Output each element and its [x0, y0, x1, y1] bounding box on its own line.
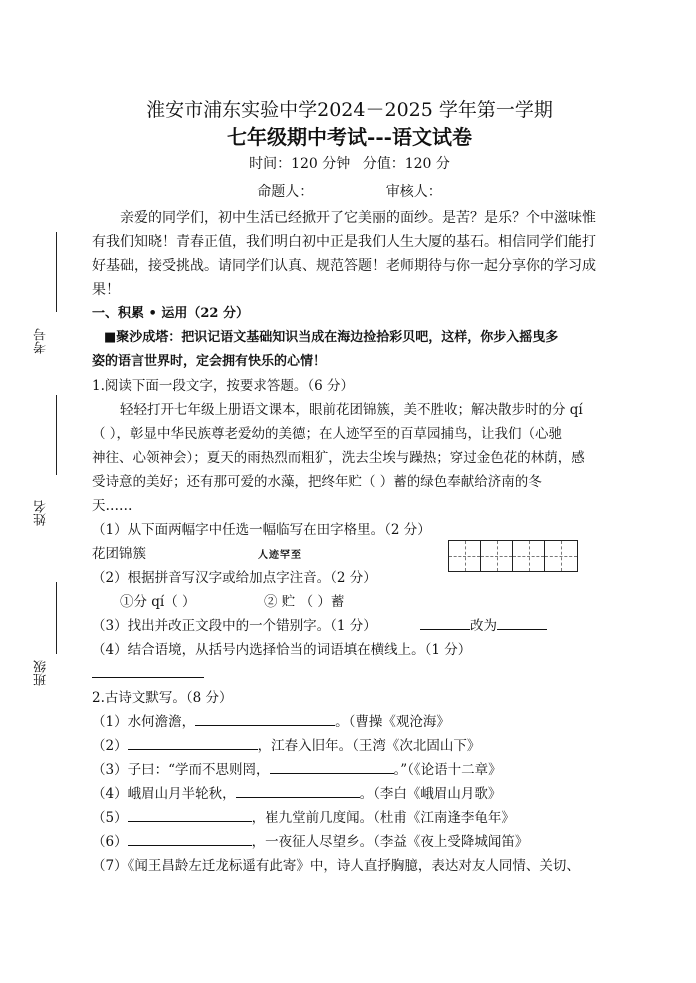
q1-sub1: （1）从下面两幅字中任选一幅临写在田字格里。（2 分） [92, 522, 431, 538]
section1-lead-2: 姿的语言世界时，定会拥有快乐的心情！ [92, 354, 327, 369]
class-label: 班级 [34, 660, 49, 686]
exam-title: 七年级期中考试---语文试卷 [227, 125, 472, 149]
poem-blank-1[interactable] [195, 711, 335, 726]
q2-stem: 2.古诗文默写。（8 分） [92, 690, 233, 706]
setter-label: 命题人： [257, 184, 314, 200]
reviewer-label: 审核人： [385, 184, 442, 200]
name-label: 姓名 [34, 500, 49, 526]
q2-line-7: （7）《闻王昌龄左迁龙标遥有此寄》中，诗人直抒胸臆，表达对友人同情、关切、 [92, 858, 580, 874]
poem-blank-6[interactable] [128, 831, 252, 846]
grid-cell[interactable] [513, 541, 545, 571]
section1-lead-1: ■聚沙成塔：把识记语文基础知识当成在海边捡拾彩贝吧，这样，你步入摇曳多 [104, 330, 559, 345]
poem-blank-5[interactable] [128, 807, 252, 822]
q2-line-1: （1）水何澹澹， 。（曹操《观沧海》 [92, 710, 450, 734]
time-text: 时间：120 分钟 [249, 156, 351, 172]
q1-sub2-b: ② 贮 （ ）蓄 [264, 594, 345, 610]
grid-cell[interactable] [545, 541, 577, 571]
q1-sub3-answer: 改为 [420, 614, 547, 638]
q2-line-6: （6） ，一夜征人尽望乡。（李益《夜上受降城闻笛》 [92, 830, 528, 854]
q1-sub3: （3）找出并改正文段中的一个错别字。（1 分） [92, 618, 377, 634]
grid-cell[interactable] [449, 541, 481, 571]
name-line [56, 395, 57, 475]
q2-line-5: （5） ，崔九堂前几度闻。（杜甫《江南逢李龟年》 [92, 806, 515, 830]
school-name: 淮安市浦东实验中学2024－2025 学年第一学期 [146, 99, 553, 121]
correct-char-blank[interactable] [497, 615, 547, 630]
score-text: 分值：120 分 [362, 156, 450, 172]
q2-line-4: （4）峨眉山月半轮秋， 。（李白《峨眉山月歌》 [92, 782, 501, 806]
q1-sub4-answer [92, 662, 204, 686]
section1-heading: 一、积累 • 运用（22 分） [92, 306, 249, 321]
q1-stem: 1.阅读下面一段文字，按要求答题。（6 分） [92, 378, 355, 394]
time-score-info [92, 154, 607, 174]
class-line [56, 582, 57, 654]
intro-paragraph: 亲爱的同学们，初中生活已经掀开了它美丽的面纱。是苦？是乐？个中滋味惟 有我们知晓！青春正值，我们明白初中正是我们人生大厦的基石。相信同学们能打 好基础，接受挑战。请同学们认真、规范答题！老师期待与你一起分享你的学习成 果！ [92, 210, 596, 298]
setter-reviewer [92, 182, 607, 202]
tianzige-grid[interactable] [448, 540, 578, 572]
q2-line-2: （2） ，江春入旧年。（王湾《次北固山下》 [92, 734, 480, 758]
sub4-blank[interactable] [92, 663, 204, 678]
grid-cell[interactable] [481, 541, 513, 571]
exam-no-label: 考号 [34, 328, 49, 354]
binding-margin [0, 0, 80, 983]
word-right-calligraphy: 人迹罕至 [258, 550, 302, 561]
wrong-char-blank[interactable] [420, 615, 470, 630]
exam-no-line [56, 232, 57, 312]
q1-passage: 轻轻打开七年级上册语文课本，眼前花团锦簇，美不胜收；解决散步时的分 qí （ ），彰显中华民族尊老爱幼的美德；在人迹罕至的百草园捕鸟，让我们（心驰 神往、心领神会）；夏天的雨热烈而粗犷，洗去尘埃与躁热；穿过金色花的林荫，感 受诗意的美好；还有那可爱的水藻，把终年贮（ ）蓄的绿色奉献给济南的冬 天…… [92, 402, 585, 514]
poem-blank-3[interactable] [270, 759, 394, 774]
q1-sub2-a: ①分 qí（ ） [120, 594, 196, 610]
poem-blank-4[interactable] [236, 783, 360, 798]
q1-sub2: （2）根据拼音写汉字或给加点字注音。（2 分） [92, 570, 377, 586]
q2-line-3: （3）子曰：“学而不思则罔， 。”（《论语十二章》 [92, 758, 502, 782]
poem-blank-2[interactable] [128, 735, 258, 750]
q1-sub4: （4）结合语境，从括号内选择恰当的词语填在横线上。（1 分） [92, 642, 472, 658]
word-left: 花团锦簇 [92, 546, 146, 562]
